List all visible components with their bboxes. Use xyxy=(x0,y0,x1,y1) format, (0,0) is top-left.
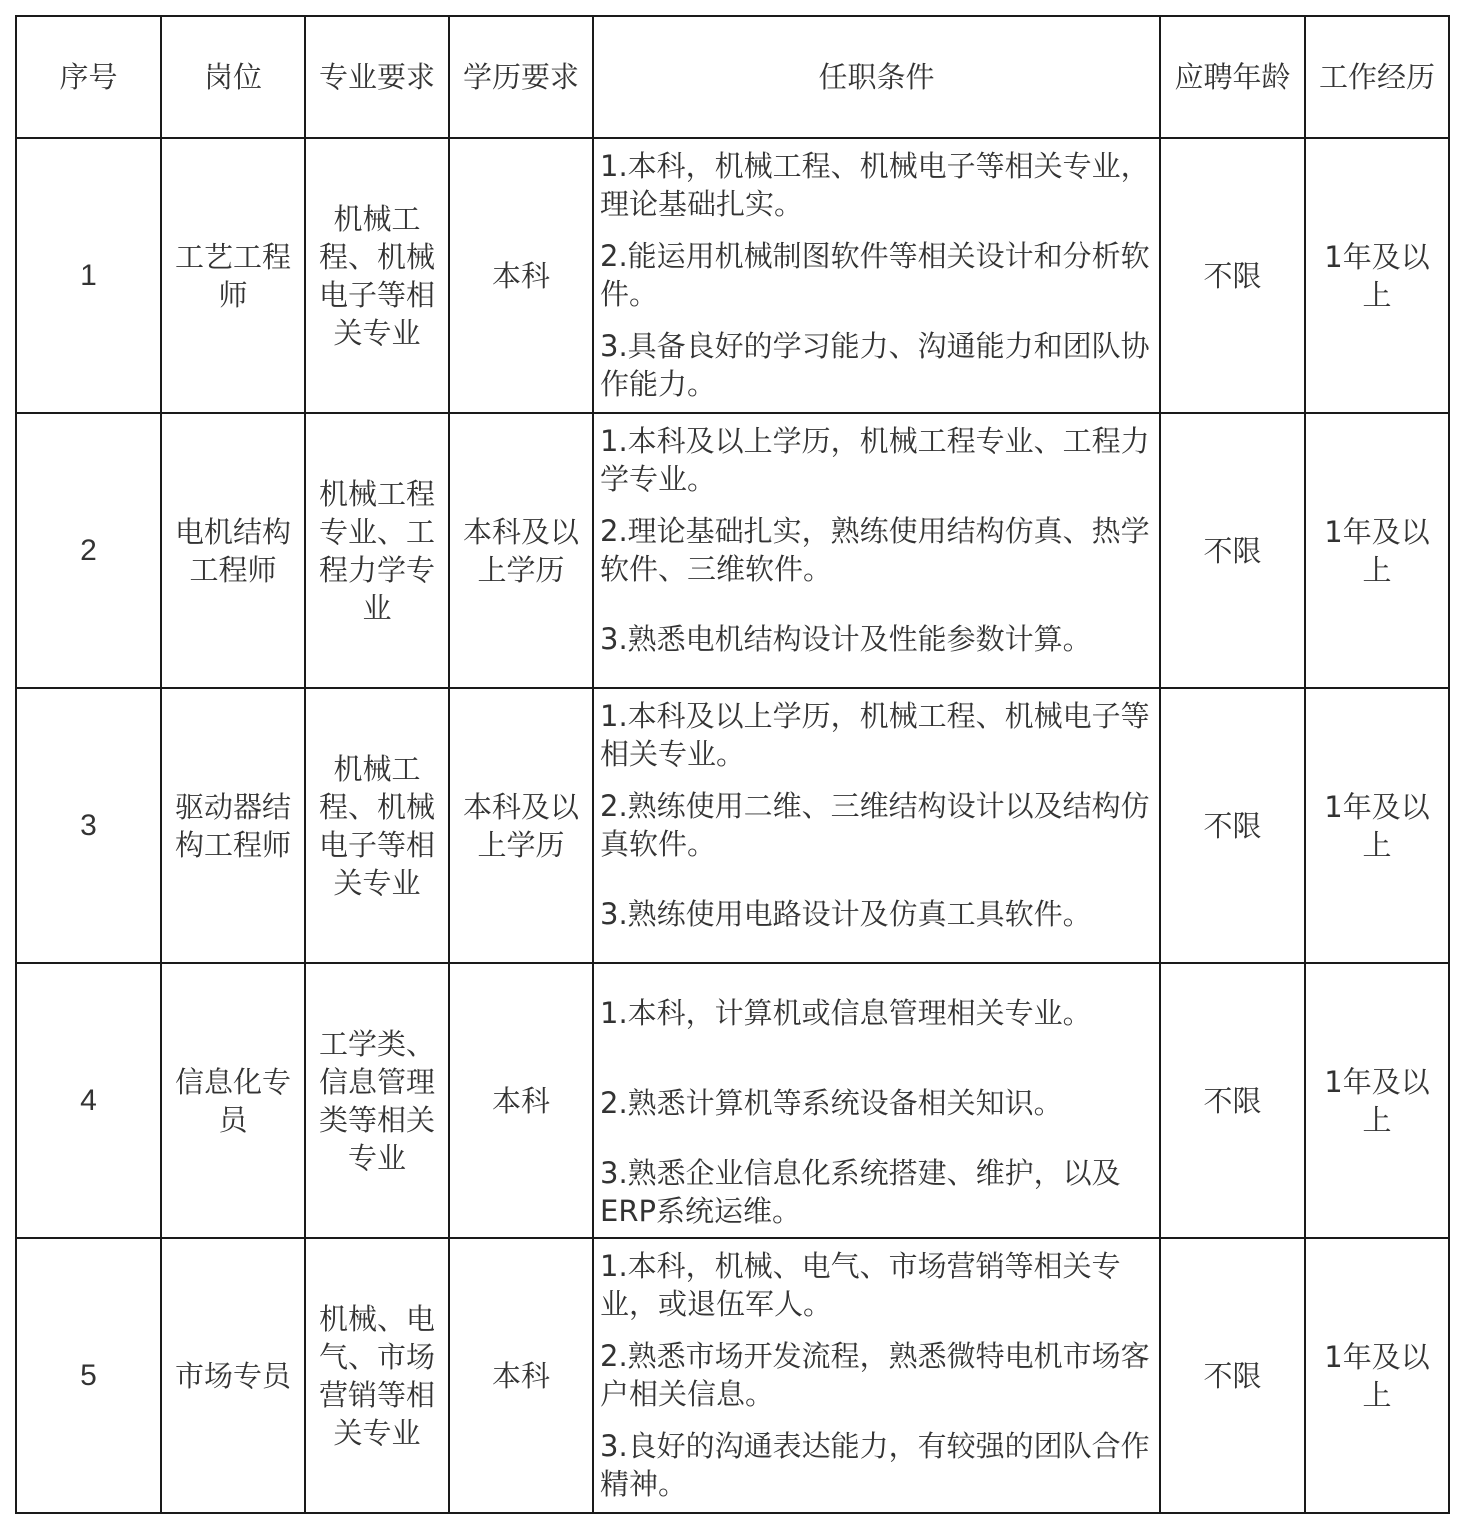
requirement-item: 3.具备良好的学习能力、沟通能力和团队协作能力。 xyxy=(600,329,1150,401)
education-cell xyxy=(449,688,593,963)
row-number: 3 xyxy=(16,688,161,963)
position-text: 驱动器结构工程师 xyxy=(174,789,291,862)
requirements-list xyxy=(594,414,1159,658)
experience-text: 1年及以上 xyxy=(1324,239,1430,312)
requirements-list xyxy=(594,689,1159,933)
requirement-item: 3.良好的沟通表达能力，有较强的团队合作精神。 xyxy=(600,1429,1150,1501)
requirement-item: 2.熟练使用二维、三维结构设计以及结构仿真软件。 xyxy=(600,789,1150,861)
experience-cell xyxy=(1305,963,1449,1238)
education-text: 本科及以上学历 xyxy=(462,514,579,587)
position-cell xyxy=(161,138,305,413)
experience-text: 1年及以上 xyxy=(1324,1064,1430,1137)
education-cell xyxy=(449,413,593,688)
age-cell: 不限 xyxy=(1160,688,1305,963)
table-row xyxy=(16,413,1449,688)
major-cell xyxy=(305,138,449,413)
requirements-cell xyxy=(593,963,1160,1238)
education-text: 本科 xyxy=(491,1083,550,1118)
position-text: 信息化专员 xyxy=(174,1064,291,1137)
header-position: 岗位 xyxy=(161,16,305,138)
experience-text: 1年及以上 xyxy=(1324,514,1430,587)
position-cell xyxy=(161,963,305,1238)
requirements-cell xyxy=(593,138,1160,413)
age-cell: 不限 xyxy=(1160,1238,1305,1513)
experience-cell xyxy=(1305,413,1449,688)
major-text: 机械工程、机械电子等相关专业 xyxy=(318,751,435,900)
major-cell xyxy=(305,688,449,963)
requirements-list xyxy=(594,1239,1159,1503)
row-number: 1 xyxy=(16,138,161,413)
header-education: 学历要求 xyxy=(449,16,593,138)
header-experience: 工作经历 xyxy=(1305,16,1449,138)
requirements-cell xyxy=(593,1238,1160,1513)
major-text: 机械工程专业、工程力学专业 xyxy=(318,476,435,625)
age-cell: 不限 xyxy=(1160,413,1305,688)
education-text: 本科 xyxy=(491,258,550,293)
requirement-item: 1.本科，机械工程、机械电子等相关专业，理论基础扎实。 xyxy=(600,149,1150,221)
header-age: 应聘年龄 xyxy=(1160,16,1305,138)
position-cell xyxy=(161,1238,305,1513)
major-cell xyxy=(305,1238,449,1513)
requirement-item: 1.本科及以上学历，机械工程、机械电子等相关专业。 xyxy=(600,699,1150,771)
position-text: 工艺工程师 xyxy=(174,239,291,312)
recruitment-table xyxy=(15,15,1450,1514)
education-text: 本科 xyxy=(491,1358,550,1393)
requirement-item: 1.本科及以上学历，机械工程专业、工程力学专业。 xyxy=(600,424,1150,496)
requirements-cell xyxy=(593,413,1160,688)
major-text: 机械、电气、市场营销等相关专业 xyxy=(318,1301,435,1450)
table-row xyxy=(16,1238,1449,1513)
header-requirements: 任职条件 xyxy=(593,16,1160,138)
row-number: 5 xyxy=(16,1238,161,1513)
header-no: 序号 xyxy=(16,16,161,138)
requirements-list xyxy=(594,964,1159,1230)
requirement-item: 1.本科，机械、电气、市场营销等相关专业，或退伍军人。 xyxy=(600,1249,1121,1321)
position-cell xyxy=(161,413,305,688)
requirement-item: 2.熟悉市场开发流程，熟悉微特电机市场客户相关信息。 xyxy=(600,1339,1150,1411)
row-number: 2 xyxy=(16,413,161,688)
age-cell: 不限 xyxy=(1160,963,1305,1238)
header-major: 专业要求 xyxy=(305,16,449,138)
requirement-item: 1.本科，计算机或信息管理相关专业。 xyxy=(600,996,1092,1030)
requirements-cell xyxy=(593,688,1160,963)
experience-cell xyxy=(1305,138,1449,413)
major-text: 机械工程、机械电子等相关专业 xyxy=(318,201,435,350)
major-text: 工学类、信息管理类等相关专业 xyxy=(318,1026,435,1175)
table-row xyxy=(16,688,1449,963)
requirement-item: 2.熟悉计算机等系统设备相关知识。 xyxy=(600,1086,1063,1120)
position-text: 市场专员 xyxy=(174,1358,291,1393)
table-row xyxy=(16,963,1449,1238)
position-cell xyxy=(161,688,305,963)
requirements-list xyxy=(594,139,1159,403)
position-text: 电机结构工程师 xyxy=(174,514,291,587)
experience-cell xyxy=(1305,688,1449,963)
row-number: 4 xyxy=(16,963,161,1238)
requirement-item: 3.熟悉电机结构设计及性能参数计算。 xyxy=(600,622,1092,656)
age-cell: 不限 xyxy=(1160,138,1305,413)
requirement-item: 2.理论基础扎实，熟练使用结构仿真、热学软件、三维软件。 xyxy=(600,514,1150,586)
requirement-item: 3.熟练使用电路设计及仿真工具软件。 xyxy=(600,897,1092,931)
requirement-item: 2.能运用机械制图软件等相关设计和分析软件。 xyxy=(600,239,1150,311)
education-cell xyxy=(449,1238,593,1513)
major-cell xyxy=(305,413,449,688)
header-row xyxy=(16,16,1449,138)
education-text: 本科及以上学历 xyxy=(462,789,579,862)
education-cell xyxy=(449,138,593,413)
experience-text: 1年及以上 xyxy=(1324,789,1430,862)
major-cell xyxy=(305,963,449,1238)
experience-text: 1年及以上 xyxy=(1324,1339,1430,1412)
experience-cell xyxy=(1305,1238,1449,1513)
table-row xyxy=(16,138,1449,413)
education-cell xyxy=(449,963,593,1238)
requirement-item: 3.熟悉企业信息化系统搭建、维护，以及ERP系统运维。 xyxy=(600,1156,1121,1228)
